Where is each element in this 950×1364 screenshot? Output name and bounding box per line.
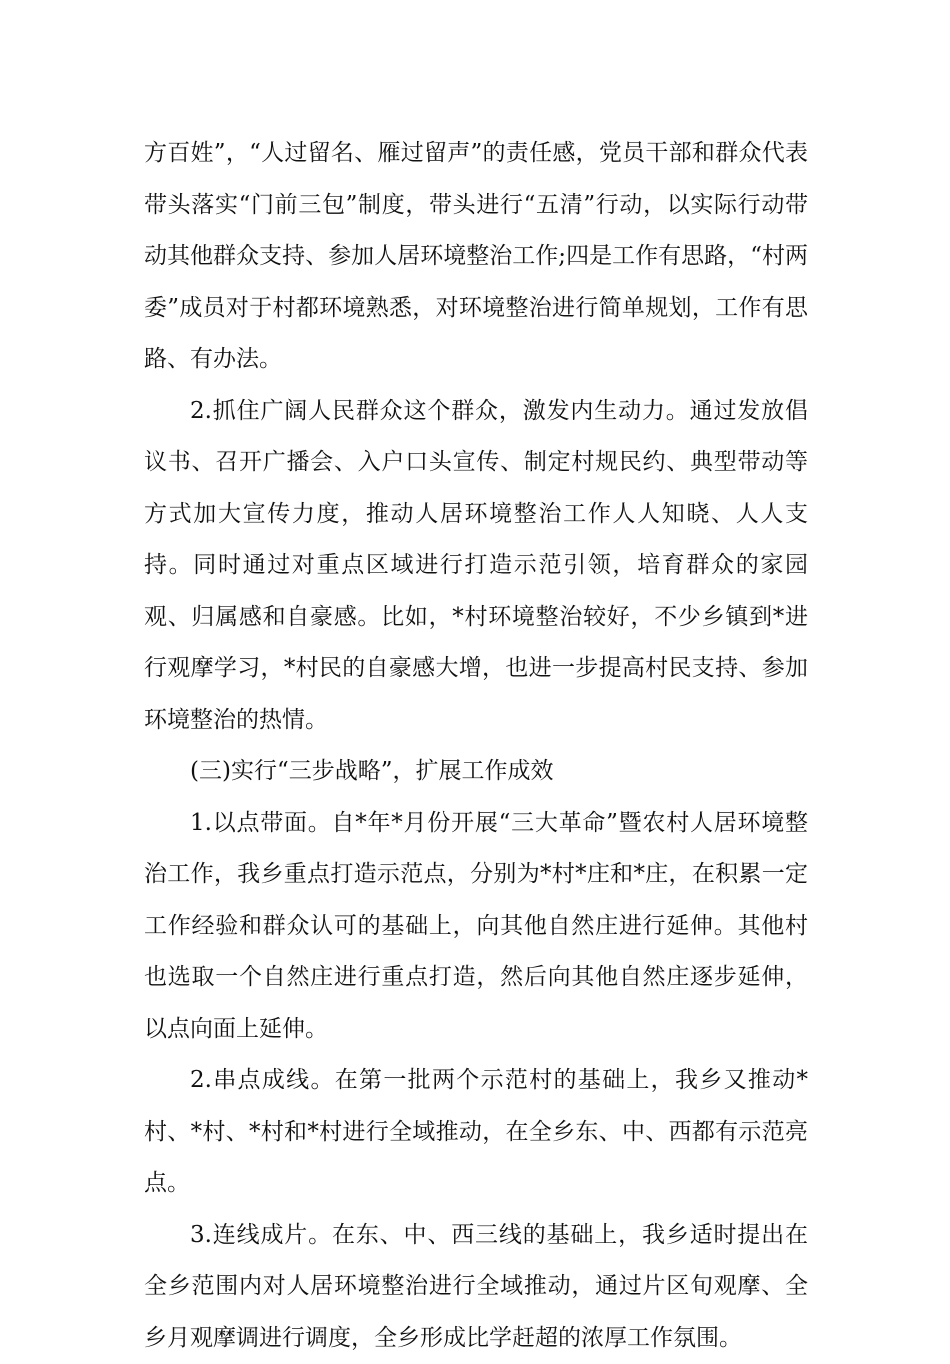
paragraph-point-to-area: 1.以点带面。自*年*月份开展“三大革命”暨农村人居环境整治工作，我乡重点打造示范点，分别为*村*庄和*庄，在积累一定工作经验和群众认可的基础上，向其他自然庄进行延伸。其他村也选取一个自然庄进行重点打造，然后向其他自然庄逐步延伸，以点向面上延伸。 [144,798,808,1056]
paragraph-lines-to-area: 3.连线成片。在东、中、西三线的基础上，我乡适时提出在全乡范围内对人居环境整治进行全域推动，通过片区旬观摩、全乡月观摩调进行调度，全乡形成比学赶超的浓厚工作氛围。 [144,1210,808,1364]
paragraph-points-to-line: 2.串点成线。在第一批两个示范村的基础上，我乡又推动*村、*村、*村和*村进行全域推动，在全乡东、中、西都有示范亮点。 [144,1055,808,1210]
paragraph-mobilize-masses: 2.抓住广阔人民群众这个群众，激发内生动力。通过发放倡议书、召开广播会、入户口头宣传、制定村规民约、典型带动等方式加大宣传力度，推动人居环境整治工作人人知晓、人人支持。同时通过对重点区域进行打造示范引领，培育群众的家园观、归属感和自豪感。比如，*村环境整治较好，不少乡镇到*进行观摩学习，*村民的自豪感大增，也进一步提高村民支持、参加环境整治的热情。 [144,386,808,747]
document-body [144,128,808,1364]
paragraph-continuation: 方百姓”，“人过留名、雁过留声”的责任感，党员干部和群众代表带头落实“门前三包”制度，带头进行“五清”行动，以实际行动带动其他群众支持、参加人居环境整治工作;四是工作有思路，“村两委”成员对于村都环境熟悉，对环境整治进行简单规划，工作有思路、有办法。 [144,128,808,386]
section-heading-three-step-strategy: (三)实行“三步战略”，扩展工作成效 [144,746,808,798]
